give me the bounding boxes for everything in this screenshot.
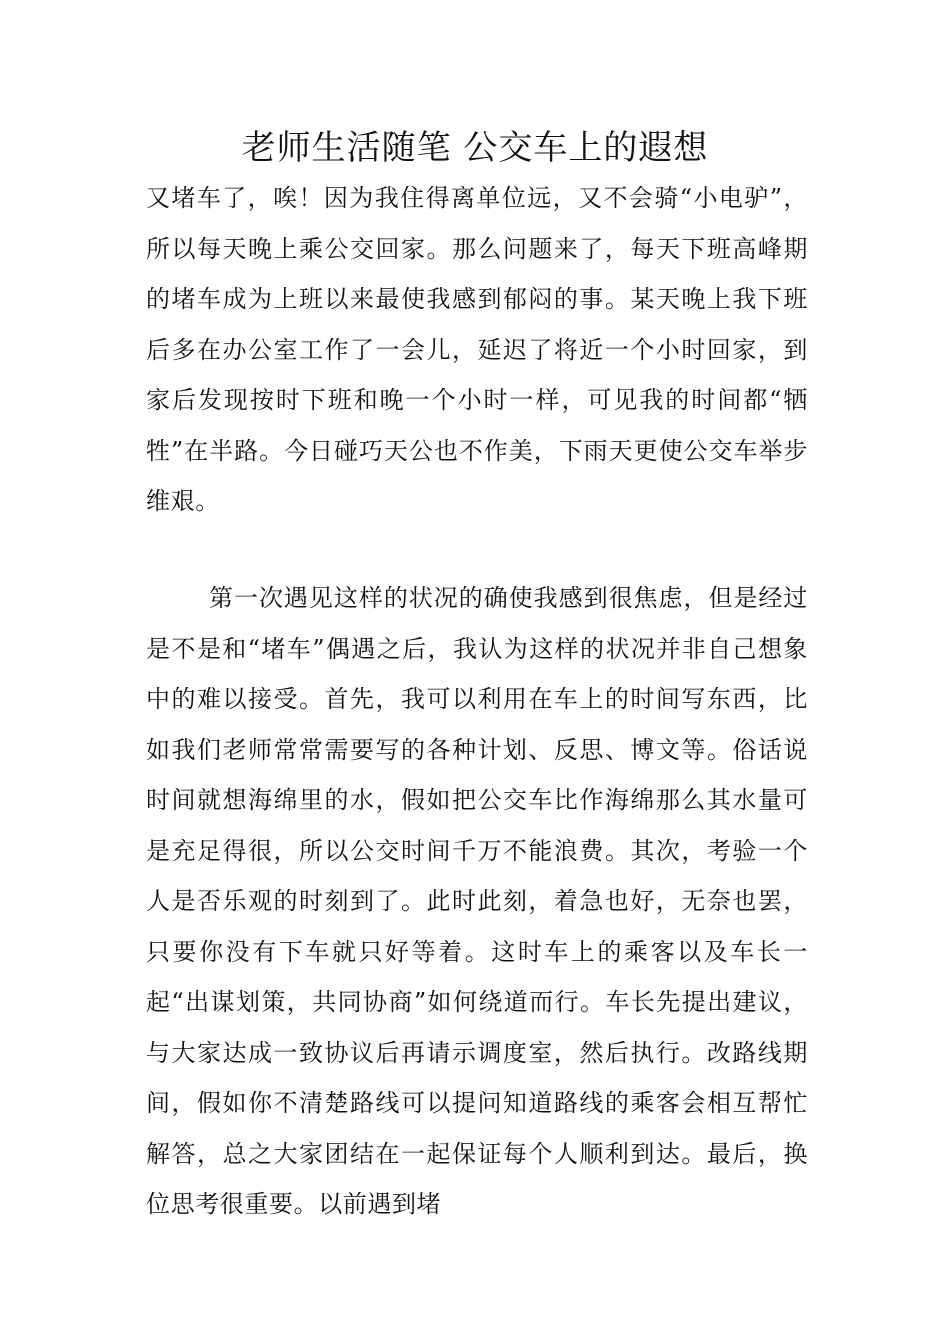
paragraph-1: 又堵车了，唉！因为我住得离单位远，又不会骑“小电驴”，所以每天晚上乘公交回家。那么问题来了，每天下班高峰期的堵车成为上班以来最使我感到郁闷的事。某天晚上我下班后多在办公室工作了一会儿，延迟了将近一个小时回家，到家后发现按时下班和晚一个小时一样，可见我的时间都“牺牲”在半路。今日碰巧天公也不作美，下雨天更使公交车举步维艰。	[146, 184, 808, 515]
document-title: 老师生活随笔 公交车上的遐想	[241, 128, 709, 168]
paragraph-2: 第一次遇见这样的状况的确使我感到很焦虑，但是经过是不是和“堵车”偶遇之后，我认为这样的状况并非自己想象中的难以接受。首先，我可以利用在车上的时间写东西，比如我们老师常常需要写的各种计划、反思、博文等。俗话说时间就想海绵里的水，假如把公交车比作海绵那么其水量可是充足得很，所以公交时间千万不能浪费。其次，考验一个人是否乐观的时刻到了。此时此刻，着急也好，无奈也罢，只要你没有下车就只好等着。这时车上的乘客以及车长一起“出谋划策，共同协商”如何绕道而行。车长先提出建议，与大家达成一致协议后再请示调度室，然后执行。改路线期间，假如你不清楚路线可以提问知道路线的乘客会相互帮忙解答，总之大家团结在一起保证每个人顺利到达。最后，换位思考很重要。以前遇到堵	[146, 584, 808, 1218]
